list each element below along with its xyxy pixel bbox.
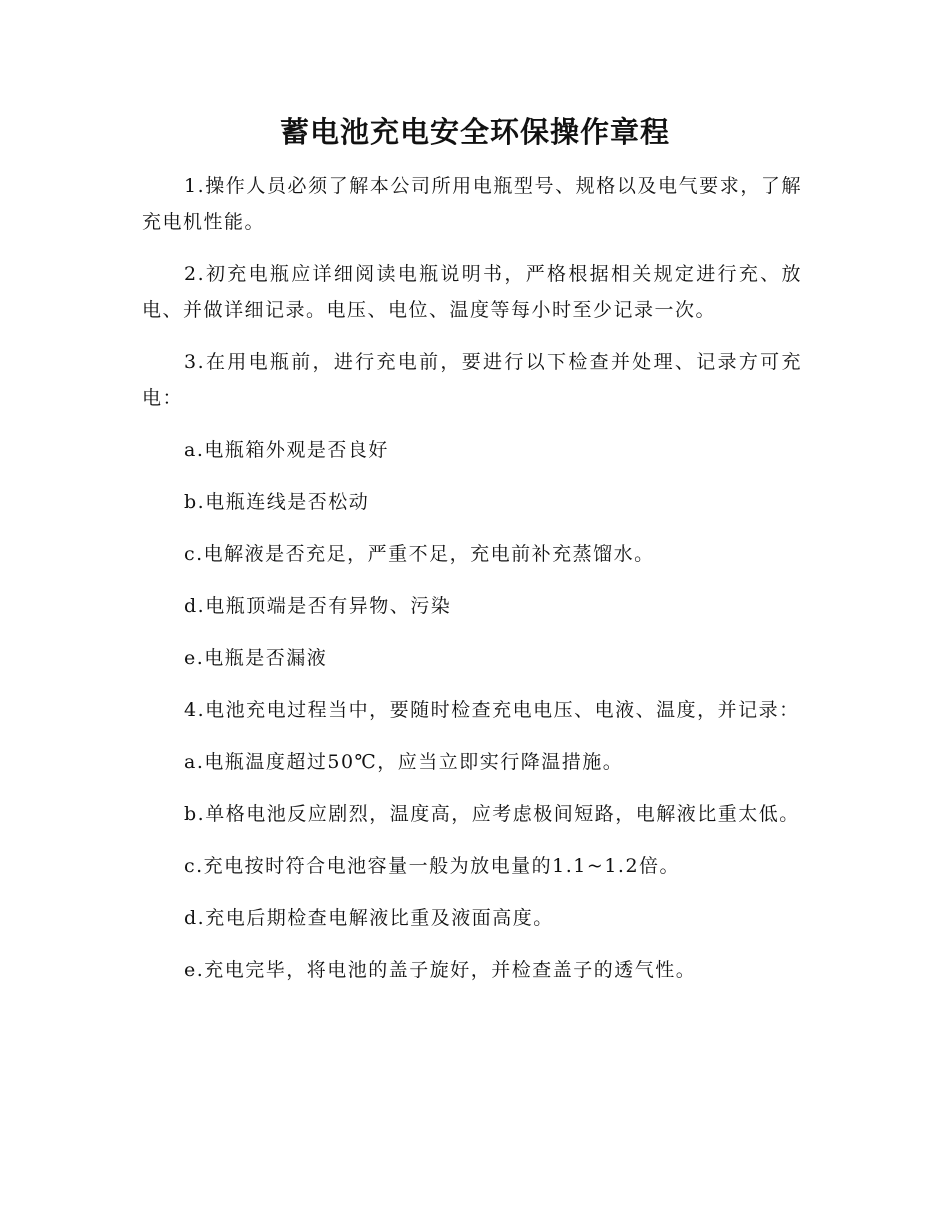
paragraph-4: 4.电池充电过程当中，要随时检查充电电压、电液、温度，并记录： [184,699,800,721]
paragraph-4b: b.单格电池反应剧烈，温度高，应考虑极间短路，电解液比重太低。 [184,803,800,825]
paragraph-4d: d.充电后期检查电解液比重及液面高度。 [184,907,554,929]
paragraph-4a: a.电瓶温度超过50℃，应当立即实行降温措施。 [184,751,624,773]
document-body [142,168,802,1004]
paragraph-3d: d.电瓶顶端是否有异物、污染 [184,595,452,617]
paragraph-3: 3.在用电瓶前，进行充电前，要进行以下检查并处理、记录方可充电： [142,351,802,409]
paragraph-3e: e.电瓶是否漏液 [184,647,328,669]
paragraph-3a: a.电瓶箱外观是否良好 [184,439,389,461]
paragraph-4e: e.充电完毕，将电池的盖子旋好，并检查盖子的透气性。 [184,959,697,981]
paragraph-2: 2.初充电瓶应详细阅读电瓶说明书，严格根据相关规定进行充、放电、并做详细记录。电压、电位、温度等每小时至少记录一次。 [142,263,802,321]
paragraph-3c: c.电解液是否充足，严重不足，充电前补充蒸馏水。 [184,543,655,565]
paragraph-1: 1.操作人员必须了解本公司所用电瓶型号、规格以及电气要求，了解充电机性能。 [142,175,802,233]
paragraph-3b: b.电瓶连线是否松动 [184,491,370,513]
document-title: 蓄电池充电安全环保操作章程 [279,115,670,149]
paragraph-4c: c.充电按时符合电池容量一般为放电量的1.1~1.2倍。 [184,855,681,877]
